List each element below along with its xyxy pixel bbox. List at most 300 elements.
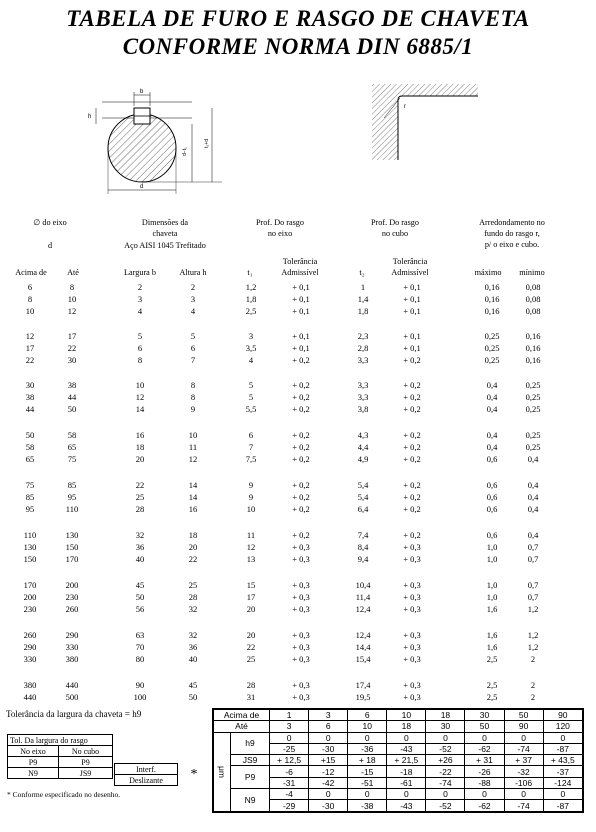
um-cell: +26 [426,755,465,766]
table-cell: + 0,2 [403,380,421,390]
table-cell: 0,08 [525,294,541,304]
table-cell: 85 [25,492,35,502]
table-cell: 130 [23,542,37,552]
table-cell: 0,4 [527,530,539,540]
table-cell: 8,4 [357,542,369,552]
table-cell: 0,4 [486,442,498,452]
table-cell: 4,9 [357,454,369,464]
table-cell: 28 [246,680,256,690]
um-cell: 0 [426,732,465,743]
um-h9-label: h9 [231,732,270,755]
table-cell: 1,8 [245,294,257,304]
um-cell: + 18 [348,755,387,766]
table-cell: 0,7 [527,580,539,590]
table-cell: + 0,2 [403,530,421,540]
table-cell: + 0,1 [403,343,421,353]
label-b: b [140,89,144,95]
rasgo-cell: P9 [59,757,113,768]
table-cell: 22 [67,343,77,353]
um-cell: -106 [504,777,543,788]
table-cell: 0,6 [486,454,498,464]
hdr-acima: Acima de [15,268,47,277]
table-cell: 20 [246,630,256,640]
table-cell: + 0,1 [292,343,310,353]
table-cell: 0,16 [484,282,500,292]
um-cell: 0 [504,732,543,743]
table-cell: 0,4 [527,454,539,464]
table-cell: 2 [530,680,536,690]
table-cell: 38 [25,392,35,402]
um-cell: + 21,5 [387,755,426,766]
table-cell: 9,4 [357,554,369,564]
table-cell: + 0,2 [292,355,310,365]
table-row [213,721,583,732]
table-cell: + 0,2 [292,530,310,540]
table-cell: 10 [135,380,145,390]
table-cell: 50 [135,592,145,602]
rasgo-col-eixo: No eixo [8,746,59,757]
table-cell: 45 [188,680,198,690]
table-cell: 95 [67,492,77,502]
hdr-largura: Largura b [124,268,156,277]
um-ate-label: Até [213,721,270,732]
table-cell: 8 [27,294,33,304]
table-cell: 150 [65,542,79,552]
table-cell: 31 [246,692,256,702]
slot-width-tolerance-table [7,734,113,779]
table-cell: 1,2 [245,282,257,292]
rasgo-cell: JS9 [59,768,113,779]
table-cell: 16 [135,430,145,440]
table-cell: 0,08 [525,282,541,292]
table-cell: + 0,3 [292,604,310,614]
table-cell: + 0,1 [403,331,421,341]
um-cell: -74 [426,777,465,788]
table-cell: 260 [23,630,37,640]
table-cell: 12 [67,306,77,316]
table-cell: 12,4 [355,630,371,640]
um-cell: -51 [348,777,387,788]
hdr-prof-eixo-a: Prof. Do rasgo [256,218,304,227]
table-cell: 40 [135,554,145,564]
table-cell: 0,16 [525,331,541,341]
um-cell: -62 [465,743,504,754]
table-cell: + 0,2 [403,504,421,514]
table-cell: + 0,3 [292,630,310,640]
table-cell: 0,16 [525,355,541,365]
table-cell: 1,2 [527,642,539,652]
table-cell: 2 [137,282,143,292]
table-cell: 7 [248,442,254,452]
um-cell: -22 [426,766,465,777]
table-cell: 0,7 [527,542,539,552]
table-cell: 0,25 [525,404,541,414]
table-cell: 17 [246,592,256,602]
table-cell: 32 [188,604,198,614]
table-cell: + 0,3 [292,642,310,652]
table-cell: + 0,2 [403,480,421,490]
table-cell: 44 [67,392,77,402]
um-cell: -15 [348,766,387,777]
um-cell: -6 [270,766,309,777]
um-acima-label: Acima de [213,709,270,721]
table-cell: 3 [137,294,143,304]
table-cell: 230 [23,604,37,614]
table-cell: 5 [137,331,143,341]
table-cell: 32 [135,530,145,540]
table-cell: 3,8 [357,404,369,414]
table-cell: 0,25 [484,343,500,353]
table-cell: 2 [190,282,196,292]
table-cell: 30 [25,380,35,390]
title-line-1: TABELA DE FURO E RASGO DE CHAVETA [66,6,530,31]
table-cell: 260 [65,604,79,614]
um-cell: -38 [348,800,387,812]
table-cell: 4,3 [357,430,369,440]
table-cell: 330 [65,642,79,652]
table-cell: 0,25 [525,442,541,452]
table-cell: 36 [188,642,198,652]
table-cell: 15,4 [355,654,371,664]
table-cell: 4 [137,306,143,316]
table-cell: 110 [23,530,37,540]
table-cell: 30 [67,355,77,365]
table-cell: 75 [67,454,77,464]
table-cell: + 0,3 [292,654,310,664]
table-cell: 3,5 [245,343,257,353]
table-cell: 7,5 [245,454,257,464]
um-cell: + 37 [504,755,543,766]
um-cell: 0 [387,789,426,800]
um-cell: -87 [543,743,583,754]
um-cell: 0 [543,732,583,743]
um-cell: -30 [309,800,348,812]
table-cell: 0,4 [486,380,498,390]
table-cell: 1,0 [486,554,498,564]
table-cell: 0,7 [527,554,539,564]
um-ate-cell: 10 [348,721,387,732]
table-cell: + 0,3 [403,604,421,614]
um-ate-cell: 18 [387,721,426,732]
um-cell: -29 [270,800,309,812]
table-cell: 5,4 [357,492,369,502]
table-cell: 0,4 [527,492,539,502]
table-cell: + 0,2 [292,492,310,502]
table-cell: 7,4 [357,530,369,540]
table-cell: + 0,3 [403,592,421,602]
table-cell: 1 [360,282,366,292]
um-n9-label: N9 [231,789,270,812]
title-line-2: CONFORME NORMA DIN 6885/1 [122,34,474,59]
fit-mark: * [190,766,198,782]
table-cell: 75 [25,480,35,490]
table-cell: 0,4 [486,430,498,440]
table-cell: 3 [190,294,196,304]
table-cell: 1,6 [486,630,498,640]
table-cell: + 0,2 [403,404,421,414]
table-cell: 50 [25,430,35,440]
table-cell: 6,4 [357,504,369,514]
table-cell: + 0,2 [292,480,310,490]
fit-type-table [114,763,210,786]
table-cell: 5 [190,331,196,341]
um-ate-cell: 3 [270,721,309,732]
table-cell: 2,8 [357,343,369,353]
table-cell: 2,5 [245,306,257,316]
table-cell: + 0,2 [292,442,310,452]
table-cell: 38 [67,380,77,390]
um-cell: -36 [348,743,387,754]
label-h: h [88,114,92,120]
table-row [213,789,583,800]
table-cell: + 0,3 [292,592,310,602]
table-cell: + 0,2 [292,404,310,414]
table-cell: 20 [135,454,145,464]
table-cell: + 0,2 [403,492,421,502]
table-cell: 0,16 [484,306,500,316]
table-cell: 19,5 [355,692,371,702]
table-cell: 330 [23,654,37,664]
um-cell: -43 [387,800,426,812]
table-cell: 58 [67,430,77,440]
table-cell: 12 [135,392,145,402]
table-cell: 22 [135,480,145,490]
table-cell: 6 [248,430,254,440]
table-cell: 90 [135,680,145,690]
table-cell: 1,4 [357,294,369,304]
table-cell: 1,2 [527,630,539,640]
um-cell: + 31 [465,755,504,766]
table-cell: 440 [23,692,37,702]
um-cell: -12 [309,766,348,777]
fit-interf: Interf. [115,764,178,775]
table-cell: 0,6 [486,492,498,502]
table-cell: 6 [137,343,143,353]
um-cell: 0 [309,789,348,800]
rasgo-title: Tol. Da largura do rasgo [8,735,113,746]
table-cell: 17,4 [355,680,371,690]
hdr-prof-cubo-a: Prof. Do rasgo [371,218,419,227]
hdr-dim-b: chaveta [152,229,178,238]
um-cell: -18 [387,766,426,777]
table-cell: 0,4 [486,404,498,414]
table-cell: 14 [135,404,145,414]
table-cell: 200 [65,580,79,590]
table-cell: 20 [246,604,256,614]
table-cell: 0,16 [525,343,541,353]
table-cell: 10,4 [355,580,371,590]
table-cell: 25 [246,654,256,664]
fit-deslizante: Deslizante [115,775,178,786]
table-cell: 36 [135,542,145,552]
table-cell: 2,3 [357,331,369,341]
um-ate-cell: 50 [465,721,504,732]
table-cell: + 0,3 [292,692,310,702]
um-cell: -4 [270,789,309,800]
um-cell: + 43,5 [543,755,583,766]
table-cell: 9 [248,492,254,502]
table-cell: + 0,1 [403,294,421,304]
table-cell: 8 [69,282,75,292]
table-cell: 20 [188,542,198,552]
table-cell: 65 [25,454,35,464]
table-cell: 11 [246,530,256,540]
table-cell: 2,5 [486,654,498,664]
table-row [213,732,583,743]
table-cell: 45 [135,580,145,590]
hdr-dim-a: Dimensões da [141,218,189,227]
table-cell: 25 [188,580,198,590]
table-cell: 8 [190,380,196,390]
table-cell: 80 [135,654,145,664]
table-cell: + 0,1 [403,282,421,292]
table-cell: 12 [25,331,35,341]
um-cell: -88 [465,777,504,788]
table-cell: 1,8 [357,306,369,316]
table-cell: + 0,2 [292,430,310,440]
table-cell: + 0,1 [292,331,310,341]
hdr-eixo-b: d [47,241,53,250]
table-cell: + 0,1 [292,282,310,292]
um-cell: -74 [504,743,543,754]
um-cell: 0 [426,789,465,800]
hdr-arred-a: Arredondamento no [479,218,545,227]
table-cell: 1,6 [486,604,498,614]
table-cell: 85 [67,480,77,490]
table-cell: + 0,3 [292,680,310,690]
table-cell: 5 [248,392,254,402]
um-cell: -42 [309,777,348,788]
table-cell: 14,4 [355,642,371,652]
um-cell: -30 [309,743,348,754]
table-cell: 2,5 [486,692,498,702]
table-cell: 13 [246,554,256,564]
hdr-arred-c: p/ o eixo e cubo. [484,240,540,249]
um-unit-label: μm [213,732,231,812]
um-acima-cell: 18 [426,709,465,721]
table-cell: 2 [530,692,536,702]
hdr-dim-c: Aço AISI 1045 Trefitado [124,241,206,250]
um-cell: -43 [387,743,426,754]
table-cell: + 0,3 [403,630,421,640]
um-p9-label: P9 [231,766,270,789]
table-cell: + 0,3 [403,554,421,564]
table-cell: 0,7 [527,592,539,602]
hdr-arred-b: fundo do rasgo r, [484,229,540,238]
table-cell: 22 [188,554,198,564]
hdr-maximo: máximo [474,268,502,277]
table-cell: 0,4 [527,480,539,490]
table-cell: 32 [188,630,198,640]
table-cell: 17 [25,343,35,353]
table-cell: 70 [135,642,145,652]
table-cell: + 0,2 [403,355,421,365]
table-cell: 5,5 [245,404,257,414]
table-cell: 170 [23,580,37,590]
hdr-tol-cubo-b: Admissível [391,268,429,277]
table-cell: 0,25 [525,430,541,440]
table-cell: 65 [67,442,77,452]
hdr-ate: Até [67,268,79,277]
um-cell: 0 [465,789,504,800]
table-cell: 2,5 [486,680,498,690]
hdr-altura: Altura h [179,268,207,277]
um-ate-cell: 30 [426,721,465,732]
footnote: * Conforme especificado no desenho. [7,790,121,799]
table-cell: 63 [135,630,145,640]
table-cell: 12,4 [355,604,371,614]
table-cell: + 0,1 [292,306,310,316]
table-cell: 18 [188,530,198,540]
table-cell: 7 [190,355,196,365]
um-cell: +15 [309,755,348,766]
um-cell: -124 [543,777,583,788]
table-cell: 2 [530,654,536,664]
table-cell: 58 [25,442,35,452]
table-cell: + 0,3 [403,642,421,652]
table-cell: + 0,3 [403,654,421,664]
table-cell: + 0,3 [292,542,310,552]
table-cell: + 0,1 [403,306,421,316]
um-js9-label: JS9 [231,755,270,766]
table-cell: 44 [25,404,35,414]
table-cell: 3,3 [357,355,369,365]
table-cell: 3,3 [357,380,369,390]
um-cell: 0 [543,789,583,800]
um-cell: -32 [504,766,543,777]
um-cell: 0 [387,732,426,743]
table-cell: + 0,3 [403,692,421,702]
table-cell: + 0,2 [403,442,421,452]
table-cell: 18 [135,442,145,452]
table-cell: 6 [190,343,196,353]
table-cell: 10 [67,294,77,304]
um-cell: 0 [270,732,309,743]
um-tolerance-table [212,708,584,813]
table-cell: + 0,2 [292,380,310,390]
hdr-minimo: mínimo [519,268,545,277]
label-d-t1: d−t₁ [182,147,188,156]
table-cell: + 0,2 [403,430,421,440]
table-cell: 0,08 [525,306,541,316]
table-cell: 9 [248,480,254,490]
um-ate-cell: 6 [309,721,348,732]
table-cell: + 0,3 [403,680,421,690]
um-cell: -26 [465,766,504,777]
table-cell: 8 [137,355,143,365]
table-cell: 10 [188,430,198,440]
um-cell: -87 [543,800,583,812]
um-acima-cell: 6 [348,709,387,721]
table-cell: 0,6 [486,530,498,540]
table-cell: 200 [23,592,37,602]
label-d: d [140,184,144,190]
table-cell: 28 [135,504,145,514]
table-cell: 50 [67,404,77,414]
table-cell: 170 [65,554,79,564]
table-cell: + 0,2 [292,504,310,514]
um-cell: -52 [426,800,465,812]
table-cell: 500 [65,692,79,702]
um-cell: -74 [504,800,543,812]
table-cell: 95 [25,504,35,514]
hdr-tol-eixo-a: Tolerância [282,257,318,266]
table-cell: 22 [246,642,256,652]
table-cell: 56 [135,604,145,614]
um-cell: -61 [387,777,426,788]
table-cell: 1,0 [486,592,498,602]
table-cell: 130 [65,530,79,540]
